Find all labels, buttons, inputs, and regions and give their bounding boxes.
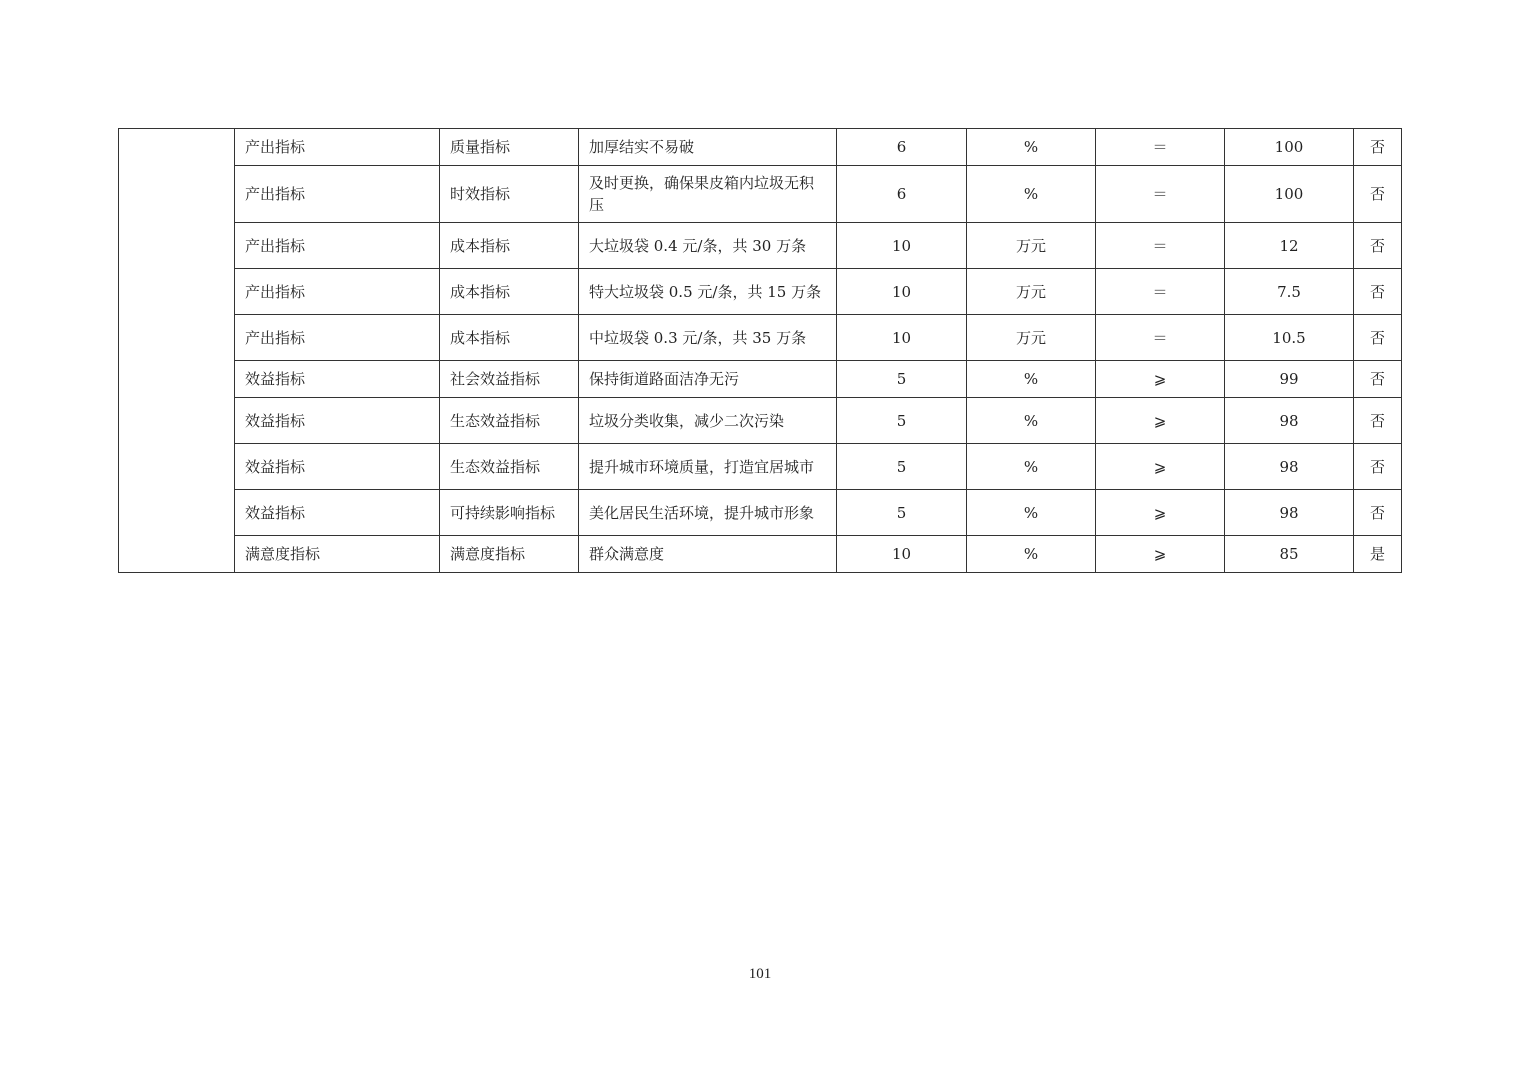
- level3-indicator-cell: 大垃圾袋 0.4 元/条，共 30 万条: [579, 223, 837, 269]
- score-cell: 6: [837, 129, 967, 166]
- level2-indicator-cell: 生态效益指标: [440, 398, 579, 444]
- target-value-cell: 85: [1225, 536, 1354, 573]
- table-row: [119, 361, 1402, 398]
- level3-indicator-cell: 美化居民生活环境，提升城市形象: [579, 490, 837, 536]
- score-cell: 10: [837, 269, 967, 315]
- operator-cell: ⩾: [1096, 536, 1225, 573]
- table-row: [119, 315, 1402, 361]
- level1-indicator-cell: 效益指标: [235, 398, 440, 444]
- operator-cell: ＝: [1096, 166, 1225, 223]
- table-row: [119, 398, 1402, 444]
- table-row: [119, 223, 1402, 269]
- unit-cell: 万元: [967, 223, 1096, 269]
- table-row: [119, 166, 1402, 223]
- unit-cell: %: [967, 166, 1096, 223]
- score-cell: 10: [837, 536, 967, 573]
- level2-indicator-cell: 成本指标: [440, 223, 579, 269]
- score-cell: 10: [837, 315, 967, 361]
- score-cell: 5: [837, 398, 967, 444]
- core-indicator-cell: 否: [1354, 223, 1402, 269]
- target-value-cell: 12: [1225, 223, 1354, 269]
- level1-indicator-cell: 效益指标: [235, 490, 440, 536]
- target-value-cell: 98: [1225, 398, 1354, 444]
- unit-cell: %: [967, 444, 1096, 490]
- score-cell: 5: [837, 490, 967, 536]
- level2-indicator-cell: 成本指标: [440, 269, 579, 315]
- level3-indicator-cell: 群众满意度: [579, 536, 837, 573]
- operator-cell: ＝: [1096, 129, 1225, 166]
- level1-indicator-cell: 产出指标: [235, 129, 440, 166]
- level3-indicator-cell: 中垃圾袋 0.3 元/条，共 35 万条: [579, 315, 837, 361]
- core-indicator-cell: 否: [1354, 315, 1402, 361]
- level2-indicator-cell: 生态效益指标: [440, 444, 579, 490]
- operator-cell: ⩾: [1096, 444, 1225, 490]
- target-value-cell: 10.5: [1225, 315, 1354, 361]
- target-value-cell: 98: [1225, 444, 1354, 490]
- level1-indicator-cell: 产出指标: [235, 166, 440, 223]
- operator-cell: ＝: [1096, 269, 1225, 315]
- level2-indicator-cell: 可持续影响指标: [440, 490, 579, 536]
- unit-cell: %: [967, 361, 1096, 398]
- operator-cell: ＝: [1096, 223, 1225, 269]
- level1-indicator-cell: 产出指标: [235, 223, 440, 269]
- target-value-cell: 100: [1225, 166, 1354, 223]
- table-row: [119, 536, 1402, 573]
- table-row: [119, 269, 1402, 315]
- operator-cell: ＝: [1096, 315, 1225, 361]
- target-value-cell: 99: [1225, 361, 1354, 398]
- table-row: [119, 444, 1402, 490]
- level3-indicator-cell: 加厚结实不易破: [579, 129, 837, 166]
- level3-indicator-cell: 垃圾分类收集，减少二次污染: [579, 398, 837, 444]
- core-indicator-cell: 否: [1354, 269, 1402, 315]
- score-cell: 6: [837, 166, 967, 223]
- level3-indicator-cell: 保持街道路面洁净无污: [579, 361, 837, 398]
- target-value-cell: 100: [1225, 129, 1354, 166]
- merged-first-column-cell: [119, 129, 235, 573]
- level1-indicator-cell: 效益指标: [235, 444, 440, 490]
- score-cell: 5: [837, 361, 967, 398]
- level3-indicator-cell: 特大垃圾袋 0.5 元/条，共 15 万条: [579, 269, 837, 315]
- unit-cell: %: [967, 490, 1096, 536]
- score-cell: 5: [837, 444, 967, 490]
- score-cell: 10: [837, 223, 967, 269]
- level3-indicator-cell: 提升城市环境质量，打造宜居城市: [579, 444, 837, 490]
- target-value-cell: 98: [1225, 490, 1354, 536]
- level2-indicator-cell: 成本指标: [440, 315, 579, 361]
- core-indicator-cell: 否: [1354, 129, 1402, 166]
- unit-cell: %: [967, 129, 1096, 166]
- operator-cell: ⩾: [1096, 398, 1225, 444]
- core-indicator-cell: 否: [1354, 361, 1402, 398]
- level1-indicator-cell: 效益指标: [235, 361, 440, 398]
- unit-cell: %: [967, 536, 1096, 573]
- indicator-table: [118, 128, 1402, 573]
- core-indicator-cell: 否: [1354, 166, 1402, 223]
- level2-indicator-cell: 满意度指标: [440, 536, 579, 573]
- level1-indicator-cell: 满意度指标: [235, 536, 440, 573]
- level3-indicator-cell: 及时更换，确保果皮箱内垃圾无积压: [579, 166, 837, 223]
- unit-cell: 万元: [967, 315, 1096, 361]
- core-indicator-cell: 否: [1354, 398, 1402, 444]
- table-row: [119, 490, 1402, 536]
- operator-cell: ⩾: [1096, 361, 1225, 398]
- level2-indicator-cell: 社会效益指标: [440, 361, 579, 398]
- level2-indicator-cell: 时效指标: [440, 166, 579, 223]
- core-indicator-cell: 否: [1354, 444, 1402, 490]
- page-number: 101: [748, 966, 772, 982]
- level1-indicator-cell: 产出指标: [235, 315, 440, 361]
- core-indicator-cell: 否: [1354, 490, 1402, 536]
- unit-cell: %: [967, 398, 1096, 444]
- level1-indicator-cell: 产出指标: [235, 269, 440, 315]
- level2-indicator-cell: 质量指标: [440, 129, 579, 166]
- table-row: [119, 129, 1402, 166]
- target-value-cell: 7.5: [1225, 269, 1354, 315]
- core-indicator-cell: 是: [1354, 536, 1402, 573]
- operator-cell: ⩾: [1096, 490, 1225, 536]
- unit-cell: 万元: [967, 269, 1096, 315]
